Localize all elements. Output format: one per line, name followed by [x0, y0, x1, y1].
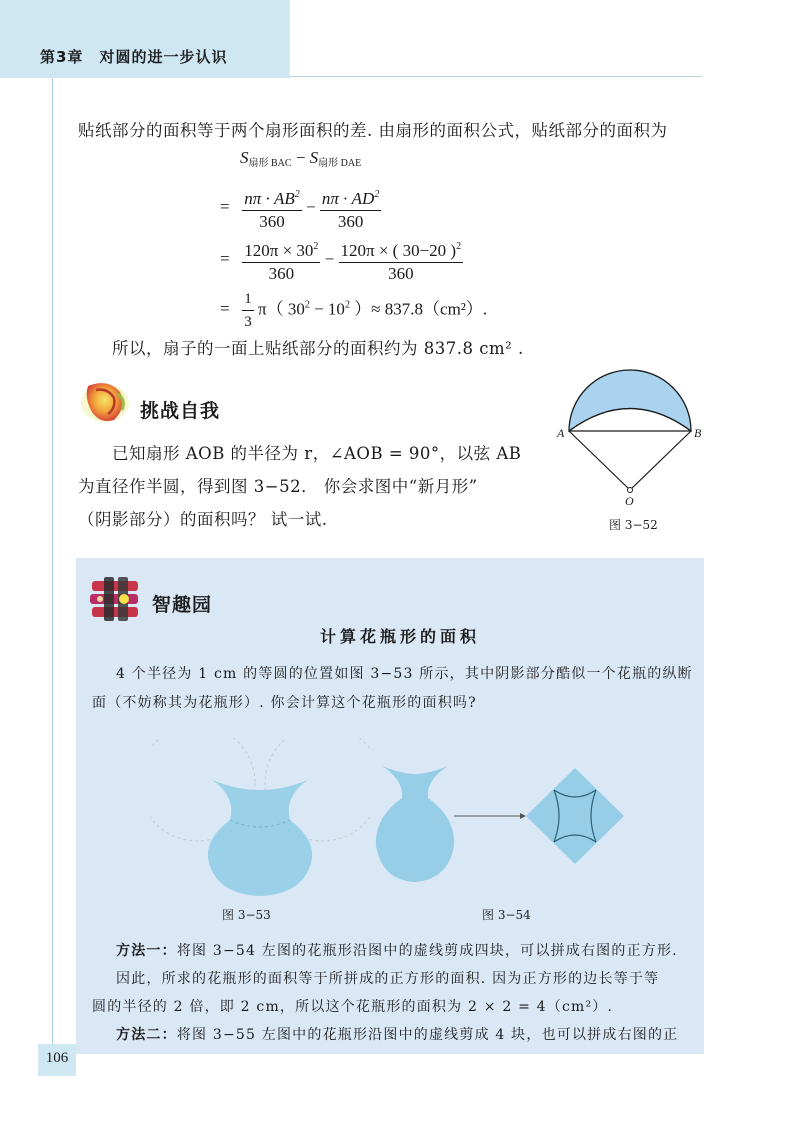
method2-label: 方法二： [116, 1027, 177, 1043]
caption-3-54: 图 3−54 [482, 908, 531, 922]
page-number: 106 [45, 1050, 69, 1066]
vase-left [376, 766, 454, 882]
crescent-shaded-region [569, 370, 691, 431]
sector-label-dae: 扇形 DAE [318, 158, 362, 169]
left-margin-rule [52, 78, 53, 1044]
label-a: A [557, 426, 565, 440]
chapter-name: 对圆的进一步认识 [99, 48, 228, 66]
header-rule [290, 76, 702, 77]
method2-line-1: 方法二：将图 3−55 左图中的花瓶形沿图中的虚线剪成 4 块，也可以拼成右图的正 [116, 1027, 679, 1043]
figure-3-53 [150, 738, 370, 898]
puzzle-icon [88, 575, 144, 625]
formula-row-3: = $\frac{120\pi \times 30^2}{360}$ − $\frac{120\pi \times ( 30-20 )^2}{360}$ [220, 236, 463, 285]
formula-row-2: = $\frac{n\pi \cdot AB^2}{360}$ − $\frac{n\pi \cdot AD^2}{360}$ [220, 184, 381, 233]
formula-row-4: = $\frac{1}{3}$ π（ $30^2 - 10^2$ ）≈ 837.8（cm²）. [220, 288, 487, 333]
conclusion-paragraph: 所以，扇子的一面上贴纸部分的面积约为 837.8 cm² . [112, 339, 524, 358]
challenge-line-3: （阴影部分）的面积吗？ 试一试. [78, 510, 328, 529]
challenge-line-2: 为直径作半圆，得到图 3−52． 你会求图中“新月形” [78, 477, 478, 496]
chapter-title [40, 46, 227, 67]
label-o: O [625, 494, 634, 508]
radius-oa [569, 431, 630, 490]
radius-ob [630, 431, 691, 490]
vase-shape [208, 780, 312, 896]
figure-3-52 [555, 360, 715, 520]
method1-line-1: 方法一：将图 3−54 左图的花瓶形沿图中的虚线剪成四块，可以拼成右图的正方形. [116, 943, 678, 959]
zhiqu-para-line-1: 4 个半径为 1 cm 的等圆的位置如图 3−53 所示，其中阴影部分酷似一个花瓶的纵断 [116, 666, 693, 682]
caption-3-52: 图 3−52 [609, 518, 658, 532]
challenge-icon [78, 376, 132, 428]
chapter-number: 第3章 [40, 48, 84, 66]
center-point-o [628, 488, 633, 493]
formula-row-1: $S_{扇形 BAC} - S_{扇形 DAE}$ [240, 148, 362, 169]
sector-label-bac: 扇形 BAC [248, 158, 292, 169]
method1-label: 方法一： [116, 943, 177, 959]
method1-line-2: 因此，所求的花瓶形的面积等于所拼成的正方形的面积. 因为正方形的边长等于等 [116, 971, 660, 987]
challenge-line-1: 已知扇形 AOB 的半径为 r，∠AOB = 90°，以弦 AB [112, 444, 522, 463]
arrow-head [520, 813, 526, 819]
zhiqu-para-line-2: 面（不妨称其为花瓶形）. 你会计算这个花瓶形的面积吗? [92, 695, 477, 711]
caption-3-53: 图 3−53 [222, 908, 271, 922]
zhiqu-title: 计算花瓶形的面积 [319, 627, 480, 646]
label-b: B [694, 426, 702, 440]
figure-3-54 [370, 762, 640, 894]
square-result [526, 768, 624, 864]
zhiqu-heading: 智趣园 [152, 594, 213, 616]
intro-paragraph: 贴纸部分的面积等于两个扇形面积的差. 由扇形的面积公式，贴纸部分的面积为 [78, 121, 668, 140]
challenge-heading: 挑战自我 [140, 400, 221, 422]
method1-line-3: 圆的半径的 2 倍，即 2 cm，所以这个花瓶形的面积为 2 × 2 = 4（cm²）. [92, 999, 614, 1015]
